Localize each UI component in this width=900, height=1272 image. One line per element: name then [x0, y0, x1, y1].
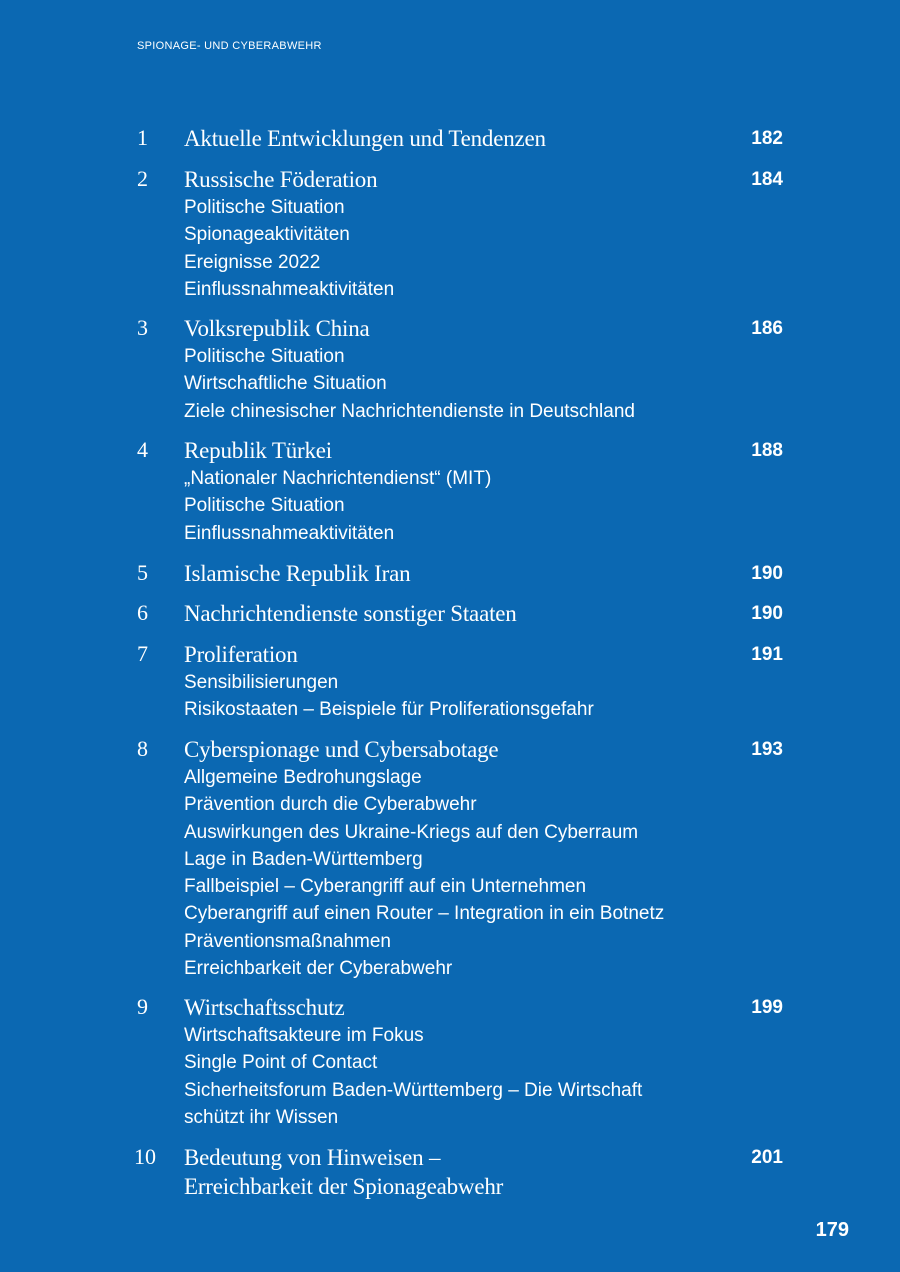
- entry-title-line: Erreichbarkeit der Spionageabwehr: [184, 1174, 504, 1199]
- entry-page: 182: [751, 128, 783, 149]
- entry-title: [184, 1143, 724, 1201]
- entry-page: 190: [751, 563, 783, 584]
- entry-page: 191: [751, 644, 783, 665]
- subentry[interactable]: Auswirkungen des Ukraine-Kriegs auf den Cyberraum: [184, 821, 639, 843]
- entry-number: 8: [137, 736, 148, 761]
- running-head: SPIONAGE- UND CYBERABWEHR: [137, 40, 322, 52]
- entry-page: 190: [751, 603, 783, 624]
- subentry[interactable]: Präventionsmaßnahmen: [184, 930, 391, 952]
- subentry[interactable]: Ereignisse 2022: [184, 251, 321, 273]
- entry-title-line: Bedeutung von Hinweisen –: [184, 1145, 441, 1170]
- entry-page: 186: [751, 318, 783, 339]
- entry-title: Islamische Republik Iran: [184, 561, 411, 586]
- subentry[interactable]: Einflussnahmeaktivitäten: [184, 278, 395, 300]
- entry-page: 201: [751, 1147, 783, 1168]
- page-number: 179: [815, 1219, 849, 1241]
- entry-number: 6: [137, 600, 148, 625]
- subentry[interactable]: Politische Situation: [184, 346, 345, 367]
- subentry[interactable]: Allgemeine Bedrohungslage: [184, 767, 422, 788]
- subentry[interactable]: Spionageaktivitäten: [184, 224, 350, 246]
- subentry[interactable]: Fallbeispiel – Cyberangriff auf ein Unternehmen: [184, 876, 587, 898]
- entry-page: 188: [751, 440, 783, 461]
- entry-title: Nachrichtendienste sonstiger Staaten: [184, 601, 517, 626]
- subentry[interactable]: Wirtschaftsakteure im Fokus: [184, 1025, 424, 1046]
- entry-number: 4: [137, 437, 148, 462]
- subentry[interactable]: Politische Situation: [184, 495, 345, 517]
- entry-page: 193: [751, 739, 783, 760]
- subentry[interactable]: Sensibilisierungen: [184, 672, 339, 693]
- entry-title: Russische Föderation: [184, 167, 378, 192]
- subentry[interactable]: Prävention durch die Cyberabwehr: [184, 794, 477, 816]
- subentry[interactable]: Sicherheitsforum Baden-Württemberg – Die Wirtschaft: [184, 1079, 643, 1101]
- subentry[interactable]: Wirtschaftliche Situation: [184, 373, 387, 395]
- entry-title: Proliferation: [184, 642, 298, 667]
- subentry[interactable]: Einflussnahmeaktivitäten: [184, 522, 395, 544]
- subentry[interactable]: schützt ihr Wissen: [184, 1106, 339, 1128]
- entry-title: Cyberspionage und Cybersabotage: [184, 737, 499, 762]
- entry-page: 184: [751, 169, 783, 190]
- entry-title: Wirtschaftsschutz: [184, 995, 345, 1020]
- subentry[interactable]: Lage in Baden-Württemberg: [184, 848, 423, 870]
- entry-title: Aktuelle Entwicklungen und Tendenzen: [184, 126, 546, 151]
- subentry[interactable]: Ziele chinesischer Nachrichtendienste in Deutschland: [184, 400, 635, 422]
- subentry[interactable]: Cyberangriff auf einen Router – Integration in ein Botnetz: [184, 903, 665, 925]
- entry-number: 3: [137, 315, 148, 340]
- entry-title: Republik Türkei: [184, 438, 332, 463]
- subentry[interactable]: Single Point of Contact: [184, 1052, 378, 1074]
- entry-number: 7: [137, 641, 148, 666]
- entry-page: 199: [751, 997, 783, 1018]
- entry-title: Volksrepublik China: [184, 316, 370, 341]
- entry-number: 9: [137, 994, 148, 1019]
- entry-number: 1: [137, 125, 148, 150]
- entry-number: 10: [134, 1144, 156, 1169]
- subentry[interactable]: Erreichbarkeit der Cyberabwehr: [184, 958, 453, 980]
- entry-number: 5: [137, 560, 148, 585]
- subentry[interactable]: „Nationaler Nachrichtendienst“ (MIT): [184, 468, 492, 489]
- subentry[interactable]: Risikostaaten – Beispiele für Proliferationsgefahr: [184, 699, 594, 721]
- subentry[interactable]: Politische Situation: [184, 197, 345, 218]
- entry-number: 2: [137, 166, 148, 191]
